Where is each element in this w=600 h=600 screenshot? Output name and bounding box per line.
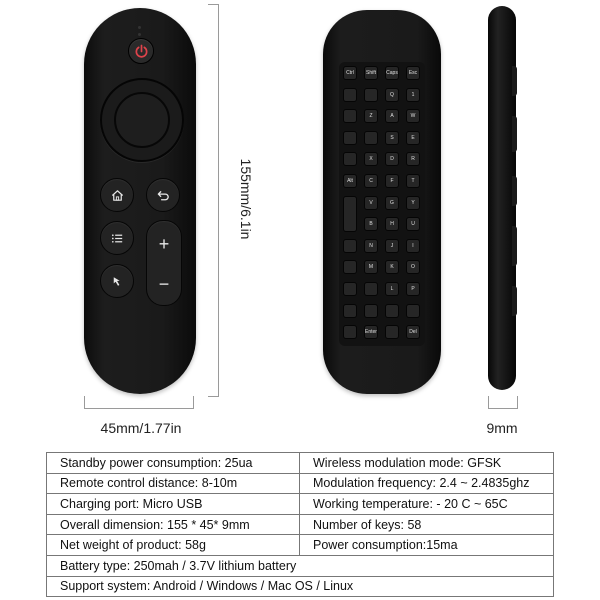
spec-table [46, 452, 554, 597]
keyboard-key: U [406, 217, 420, 231]
back-button [146, 178, 180, 212]
length-dimension-line [218, 4, 219, 396]
length-label: 155mm/6.1in [238, 158, 254, 240]
keyboard-key: Caps [385, 66, 399, 80]
keyboard-key: B [364, 217, 378, 231]
width-dimension-line [84, 408, 194, 409]
keyboard-key [364, 131, 378, 145]
spec-cell: Charging port: Micro USB [47, 494, 300, 515]
keyboard-key [406, 304, 420, 318]
side-key-edge [512, 286, 517, 316]
keyboard-key: Z [364, 109, 378, 123]
table-row [47, 555, 554, 576]
width-dimension-tick-left [84, 396, 85, 409]
spec-cell: Wireless modulation mode: GFSK [300, 453, 554, 474]
keyboard-key: A [385, 109, 399, 123]
length-dimension-tick-top [208, 4, 219, 5]
keyboard-key: F [385, 174, 399, 188]
minus-icon: − [158, 274, 170, 294]
keyboard-key: Ctrl [343, 66, 357, 80]
keyboard-key: Del [406, 325, 420, 339]
side-key-edge [512, 116, 517, 152]
keyboard-key [343, 152, 357, 166]
keyboard-key [343, 260, 357, 274]
cursor-button [100, 264, 134, 298]
keyboard-panel [339, 62, 425, 346]
length-dimension-tick-bottom [208, 396, 219, 397]
keyboard-key: Alt [343, 174, 357, 188]
thickness-label: 9mm [486, 420, 518, 436]
keyboard-key [385, 325, 399, 339]
keyboard-key: X [364, 152, 378, 166]
keyboard-key: Shift [364, 66, 378, 80]
microphone-hole [138, 26, 141, 29]
keyboard-key: J [385, 239, 399, 253]
menu-icon [110, 231, 125, 246]
spec-cell: Standby power consumption: 25ua [47, 453, 300, 474]
power-button [128, 38, 154, 64]
thickness-dimension-tick-right [517, 396, 518, 409]
keyboard-key: Enter [364, 325, 378, 339]
spec-cell: Power consumption:15ma [300, 535, 554, 556]
keyboard-key [364, 282, 378, 296]
side-key-edge [512, 176, 517, 206]
back-icon [156, 188, 171, 203]
side-key-edge [512, 226, 517, 266]
table-row [47, 494, 554, 515]
keyboard-key: V [364, 196, 378, 210]
home-icon [110, 188, 125, 203]
plus-icon: + [158, 234, 170, 254]
support-system-cell: Support system: Android / Windows / Mac OS / Linux [47, 576, 554, 597]
table-row [47, 514, 554, 535]
menu-button [100, 221, 134, 255]
keyboard-key [343, 109, 357, 123]
table-row [47, 453, 554, 474]
keyboard-key: Esc [406, 66, 420, 80]
remote-keyboard-view [323, 10, 441, 394]
home-button [100, 178, 134, 212]
keyboard-key: D [385, 152, 399, 166]
keyboard-key: C [364, 174, 378, 188]
thickness-dimension-tick-left [488, 396, 489, 409]
cursor-icon [110, 274, 125, 289]
table-row [47, 576, 554, 597]
keyboard-key: T [406, 174, 420, 188]
keyboard-key: I [406, 239, 420, 253]
battery-spec-cell: Battery type: 250mah / 3.7V lithium battery [47, 555, 554, 576]
keyboard-key: O [406, 260, 420, 274]
keyboard-key: W [406, 109, 420, 123]
spec-cell: Remote control distance: 8-10m [47, 473, 300, 494]
spec-cell: Modulation frequency: 2.4 ~ 2.4835ghz [300, 473, 554, 494]
keyboard-key: E [406, 131, 420, 145]
indicator-light [138, 33, 141, 36]
keyboard-key: R [406, 152, 420, 166]
keyboard-key: H [385, 217, 399, 231]
keyboard-key: Q [385, 88, 399, 102]
keyboard-key: G [385, 196, 399, 210]
remote-front-view [84, 8, 196, 394]
remote-side-view [488, 6, 516, 390]
keyboard-key: K [385, 260, 399, 274]
width-dimension-tick-right [193, 396, 194, 409]
keyboard-key [343, 325, 357, 339]
keyboard-key [343, 88, 357, 102]
keyboard-key [343, 282, 357, 296]
keyboard-key [343, 239, 357, 253]
space-key [343, 196, 357, 232]
keyboard-key [364, 304, 378, 318]
spec-cell: Overall dimension: 155 * 45* 9mm [47, 514, 300, 535]
keyboard-key [364, 88, 378, 102]
table-row [47, 473, 554, 494]
keyboard-key [343, 304, 357, 318]
table-row [47, 535, 554, 556]
keyboard-key: M [364, 260, 378, 274]
keyboard-key: S [385, 131, 399, 145]
keyboard-key [343, 131, 357, 145]
spec-cell: Number of keys: 58 [300, 514, 554, 535]
keyboard-key: N [364, 239, 378, 253]
keyboard-key: L [385, 282, 399, 296]
ok-button [114, 92, 170, 148]
spec-table-body [47, 453, 554, 597]
spec-cell: Working temperature: - 20 C ~ 65C [300, 494, 554, 515]
side-key-edge [512, 66, 517, 96]
power-icon [134, 44, 149, 59]
volume-rocker [146, 220, 182, 306]
thickness-dimension-line [488, 408, 518, 409]
keyboard-key [385, 304, 399, 318]
keyboard-key: Y [406, 196, 420, 210]
keyboard-key: 1 [406, 88, 420, 102]
keyboard-key: P [406, 282, 420, 296]
width-label: 45mm/1.77in [100, 420, 182, 436]
spec-cell: Net weight of product: 58g [47, 535, 300, 556]
